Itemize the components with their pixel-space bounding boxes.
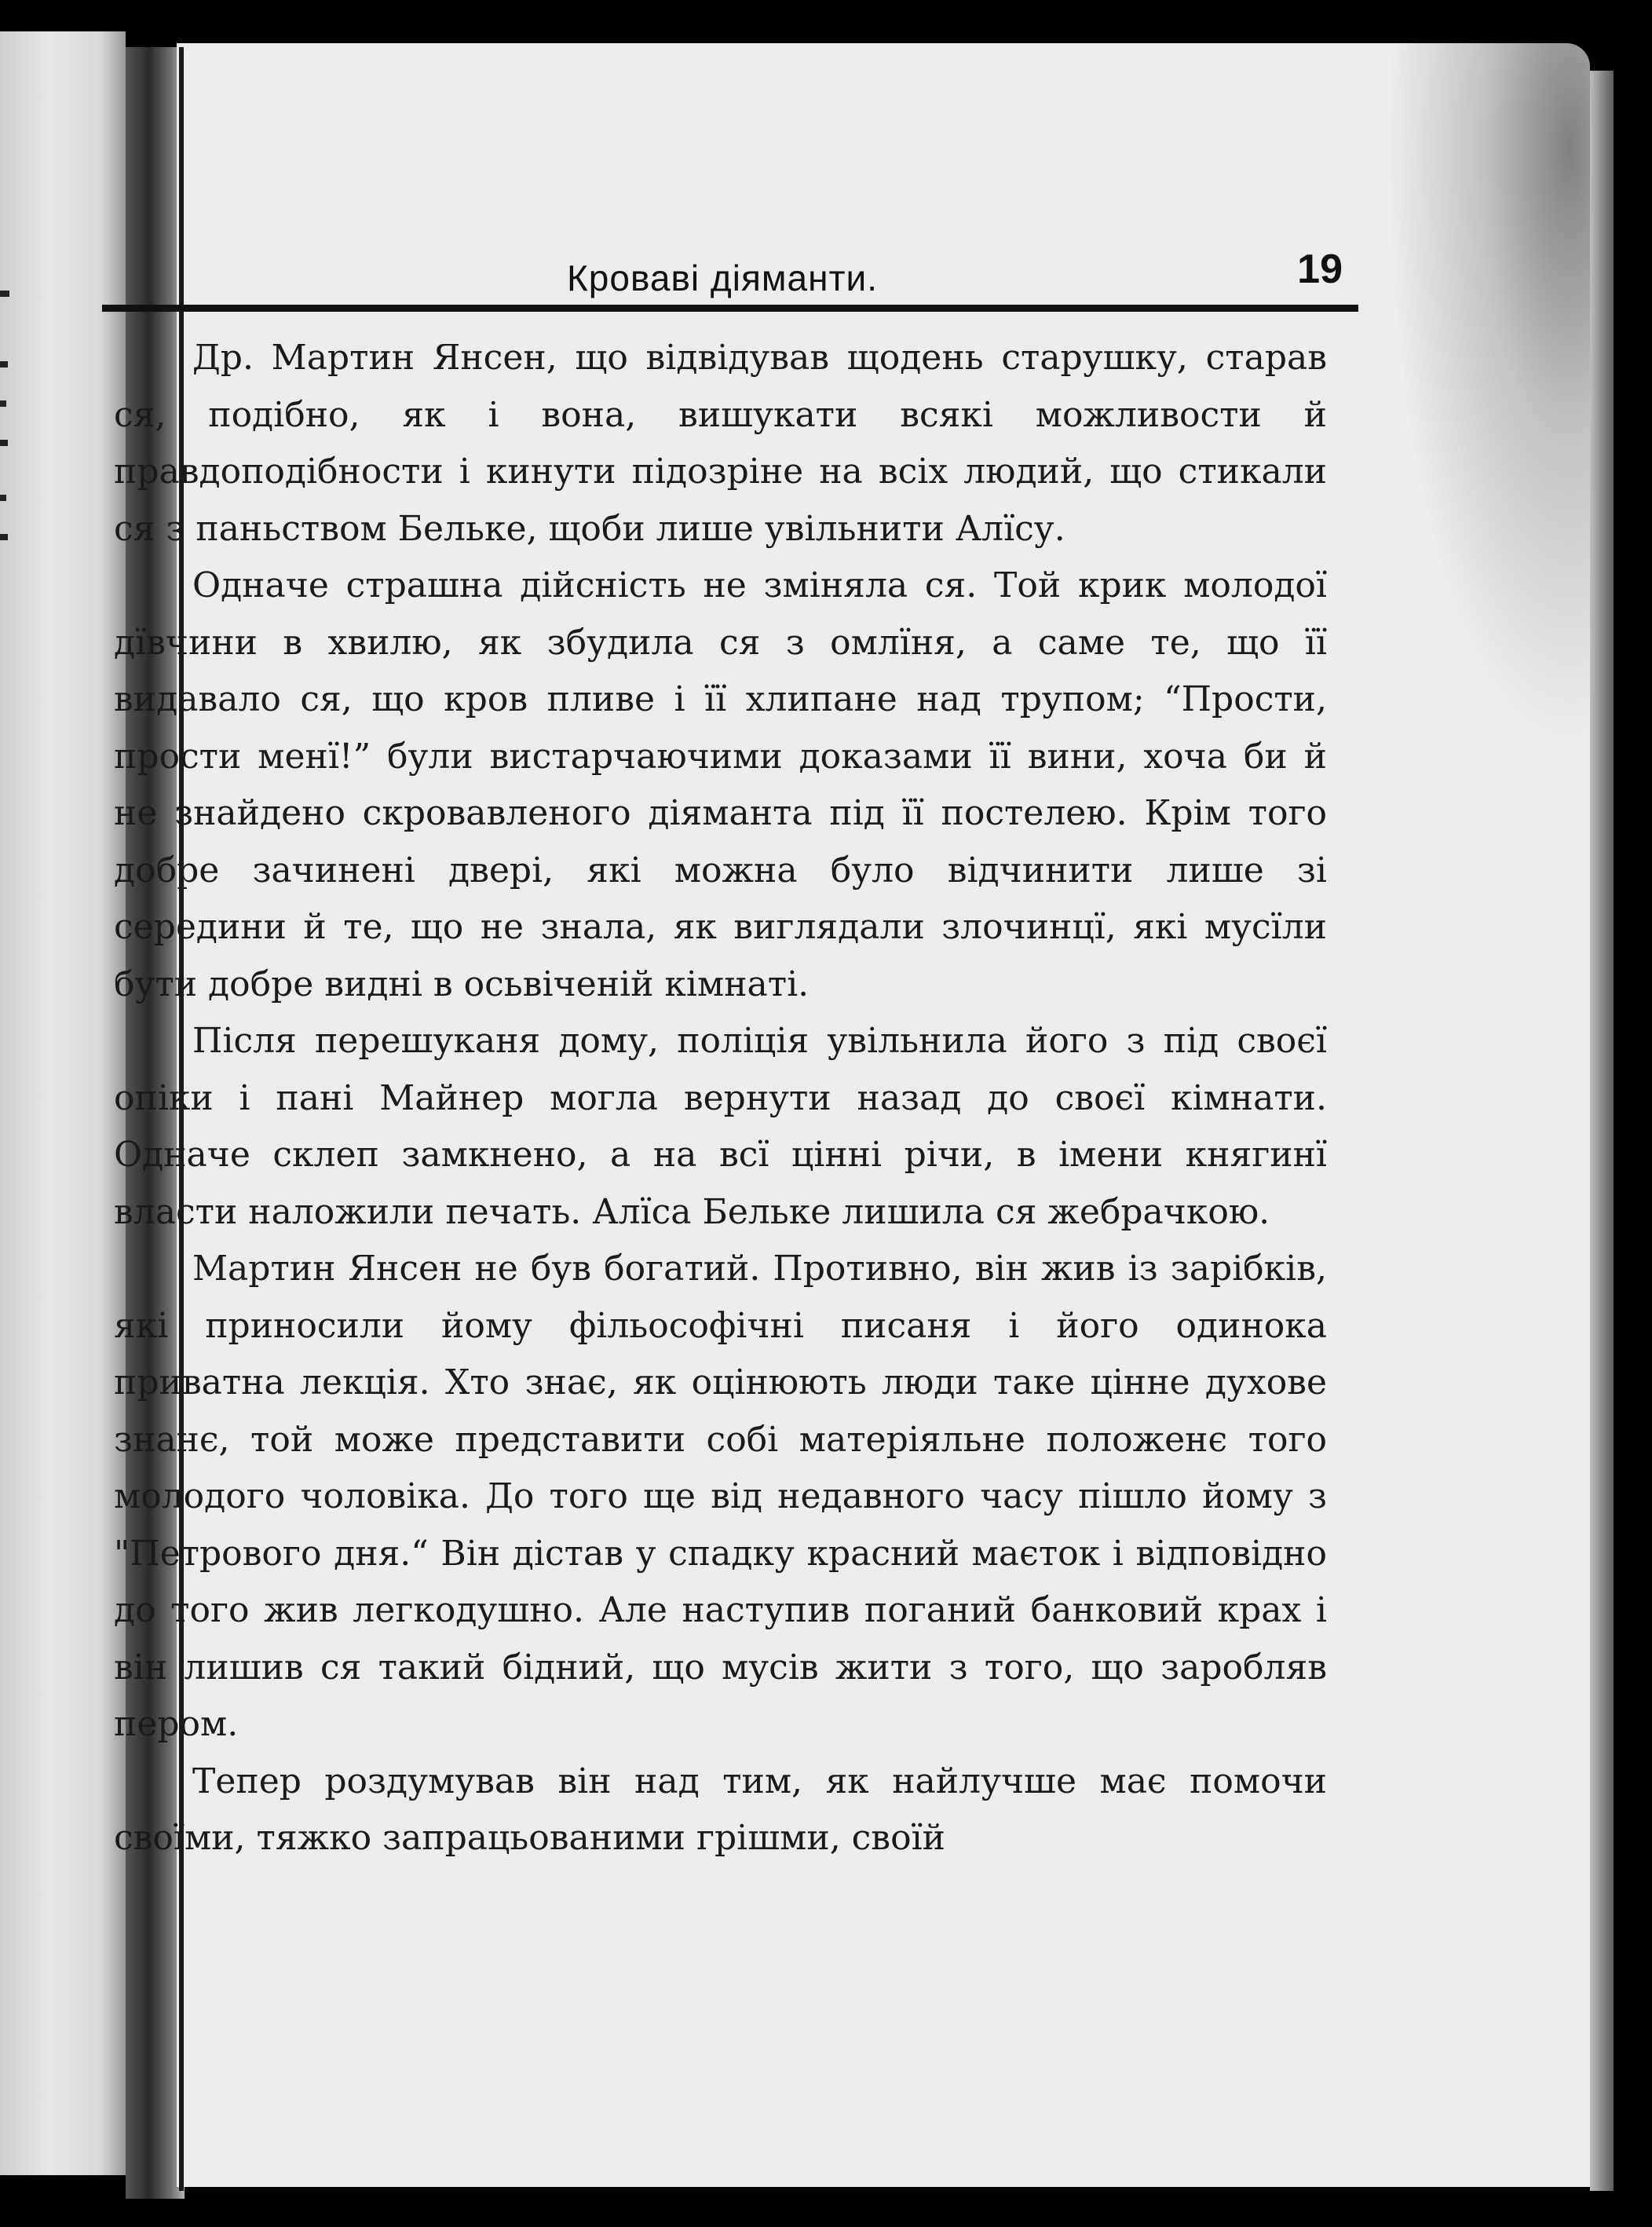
running-title: Кроваві діяманти. xyxy=(566,258,879,298)
header-rule xyxy=(102,305,1358,312)
paragraph: Др. Мартин Янсен, що відвідував щодень старушку, старав ся, подібно, як і вона, вишукати всякі можливости й правдоподібности і кинути підозріне на всіх людий, що стикали ся з паньством Бельке, щоби лише увільнити Алїсу. xyxy=(114,338,1327,549)
page-edge-shadow xyxy=(1590,71,1614,2191)
paragraph: Тепер роздумував він над тим, як найлучше має помочи своїми, тяжко запрацьованими грішми, своїй xyxy=(114,1761,1327,1858)
page-body-text xyxy=(114,330,1327,1867)
paragraph: Після перешуканя дому, поліція увільнила його з під своєї опіки і пані Майнер могла вернути назад до своєї кімнати. Одначе склеп замкнено, а на всї цінні річи, в імени княгинї власти наложили печать. Алїса Бельке лишила ся жебрачкою. xyxy=(114,1021,1327,1232)
left-page-margin-marks xyxy=(0,31,31,2175)
page-number: 19 xyxy=(1297,247,1343,292)
paragraph: Мартин Янсен не був богатий. Противно, він жив із зарібків, які приносили йому фільософічні писаня і його одинока приватна лекція. Хто знає, як оцінюють люди таке цінне духове знанє, той може представити собі матеріяльне положенє того молодого чоловіка. До того ще від недавного часу пішло йому з "Петрового дня.“ Він дістав у спадку красний маєток і відповідно до того жив легкодушно. Але наступив поганий банковий крах і він лишив ся такий бідний, що мусів жити з того, що заробляв пером. xyxy=(114,1249,1327,1744)
left-facing-page xyxy=(0,31,126,2175)
paragraph: Одначе страшна дійсність не зміняла ся. Той крик молодої дївчини в хвилю, як збудила ся з омлїня, а саме те, що її видавало ся, що кров пливе і її хлипане над трупом; “Прости, прости менї!” були вистарчаючими доказами її вини, хоча би й не знайдено скровавленого діяманта під її постелею. Крім того добре зачинені двері, які можна було відчинити лише зі середини й те, що не знала, як виглядали злочинцї, які мусїли бути добре видні в осьвіченій кімнаті. xyxy=(114,565,1327,1004)
page-header xyxy=(102,208,1343,310)
